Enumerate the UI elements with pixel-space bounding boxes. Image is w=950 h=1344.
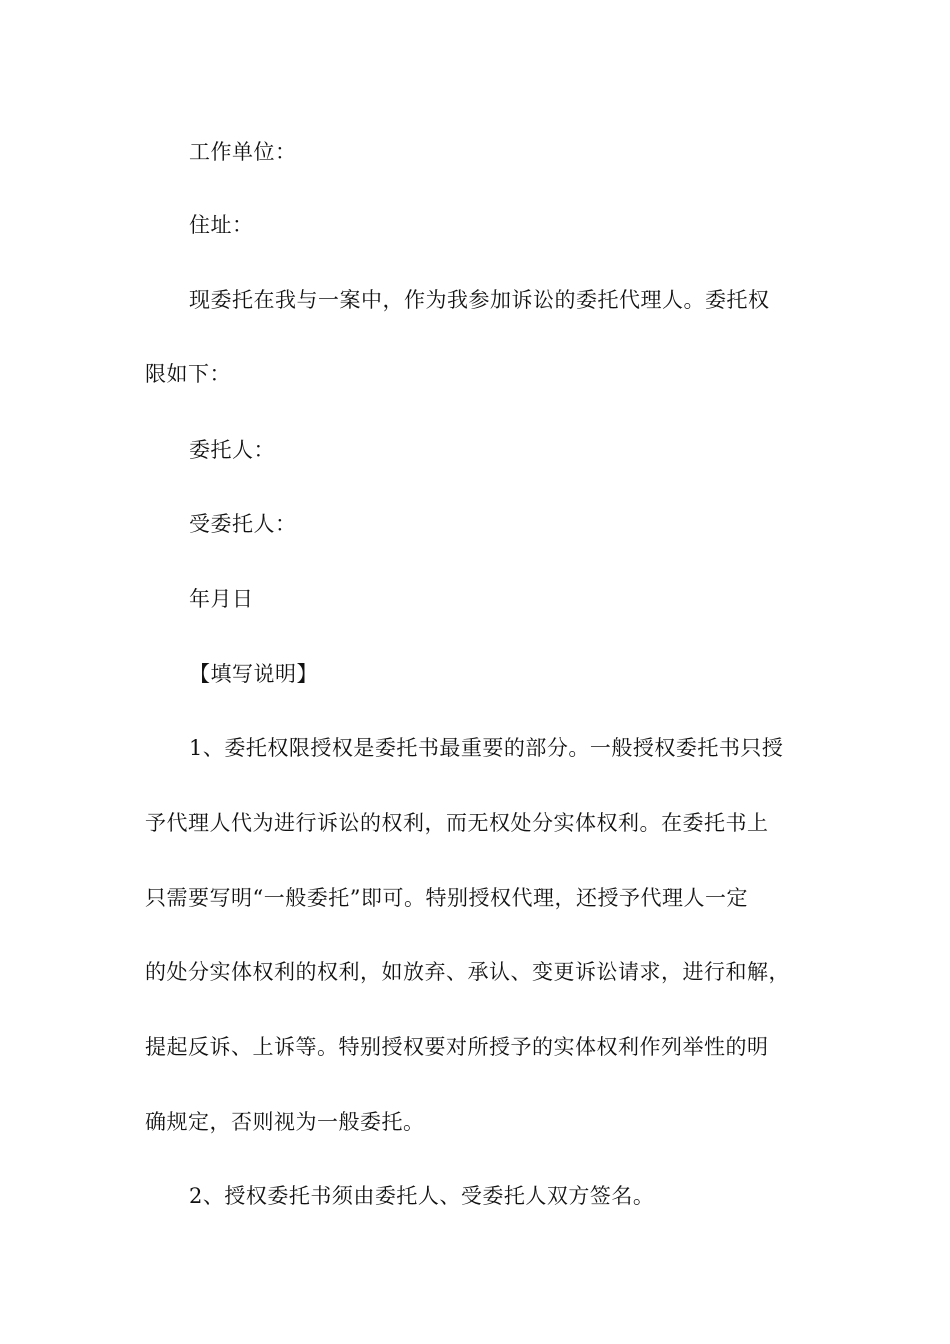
paragraph-line: 限如下： (145, 362, 231, 386)
paragraph-line: 提起反诉、上诉等。特别授权要对所授予的实体权利作列举性的明 (145, 1035, 769, 1059)
paragraph-line: 2、授权委托书须由委托人、受委托人双方签名。 (189, 1184, 655, 1208)
paragraph-line: 确规定，否则视为一般委托。 (145, 1110, 425, 1134)
field-work-unit: 工作单位： (189, 140, 297, 164)
field-agent: 受委托人： (189, 512, 297, 536)
paragraph-line: 予代理人代为进行诉讼的权利，而无权处分实体权利。在委托书上 (145, 811, 769, 835)
field-principal: 委托人： (189, 438, 275, 462)
field-address: 住址： (189, 213, 254, 237)
field-date: 年月日 (189, 587, 254, 611)
paragraph-line: 的处分实体权利的权利，如放弃、承认、变更诉讼请求，进行和解， (145, 960, 790, 984)
paragraph-line: 只需要写明“一般委托”即可。特别授权代理，还授予代理人一定 (145, 886, 748, 910)
section-heading: 【填写说明】 (189, 662, 318, 686)
paragraph-line: 1、委托权限授权是委托书最重要的部分。一般授权委托书只授 (189, 736, 784, 760)
paragraph-line: 现委托在我与一案中，作为我参加诉讼的委托代理人。委托权 (189, 288, 770, 312)
